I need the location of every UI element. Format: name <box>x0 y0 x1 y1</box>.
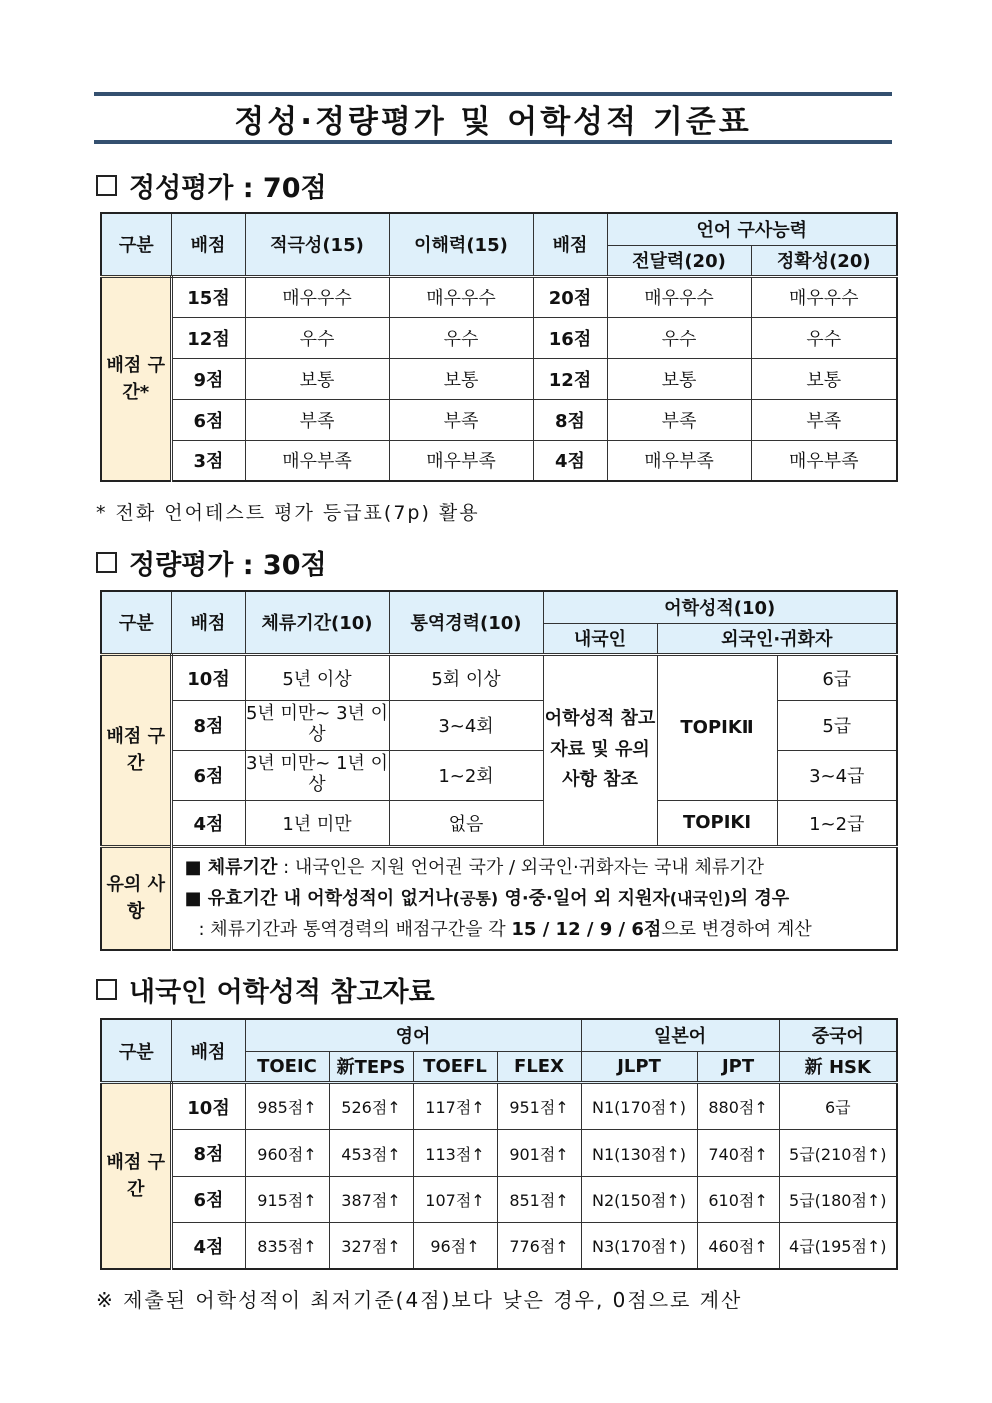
note3-c: 으로 변경하여 계산 <box>661 918 812 940</box>
table-row <box>101 700 897 750</box>
quant-interp: 5회 이상 <box>389 654 543 700</box>
table-row <box>101 1223 897 1269</box>
lang-score: 8점 <box>171 1130 245 1176</box>
quant-side-label: 배점 구간 <box>101 654 171 846</box>
quant-stay: 5년 이상 <box>245 654 389 700</box>
quant-stay: 3년 미만~ 1년 이상 <box>245 750 389 800</box>
note1-bold: 체류기간 <box>207 856 278 878</box>
quant-interp: 3~4회 <box>389 700 543 750</box>
quant-h-native: 내국인 <box>543 623 657 654</box>
qual-h-gubun: 구분 <box>101 213 171 276</box>
note2-c: 영·중·일어 외 지원자 <box>498 887 670 909</box>
lang-cell: 6급 <box>779 1083 897 1130</box>
quant-grade: 6급 <box>777 654 897 700</box>
qual-cell: 매우우수 <box>751 276 897 317</box>
quant-grade: 3~4급 <box>777 750 897 800</box>
section-qual-heading <box>96 166 327 205</box>
lang-footnote: ※ 제출된 어학성적이 최저기준(4점)보다 낮은 경우, 0점으로 계산 <box>96 1288 743 1312</box>
lang-h-test: JLPT <box>581 1051 697 1082</box>
checkbox-square-icon <box>96 175 117 196</box>
quant-score: 6점 <box>171 750 245 800</box>
qual-cell: 보통 <box>389 358 533 399</box>
lang-score: 6점 <box>171 1176 245 1222</box>
table-row <box>101 440 897 481</box>
quant-notes <box>171 846 897 950</box>
qual-score1: 3점 <box>171 440 245 481</box>
qual-cell: 매우우수 <box>607 276 751 317</box>
lang-cell: 851점↑ <box>497 1176 581 1222</box>
quant-h-interp: 통역경력(10) <box>389 591 543 654</box>
lang-cell: 4급(195점↑) <box>779 1223 897 1269</box>
qual-cell: 부족 <box>389 399 533 440</box>
lang-cell: N1(130점↑) <box>581 1130 697 1176</box>
lang-cell: 835점↑ <box>245 1223 329 1269</box>
quant-topik2: TOPIKⅡ <box>657 654 777 800</box>
note2-b: (공통) <box>452 888 499 908</box>
qual-score2: 16점 <box>533 317 607 358</box>
table-row <box>101 399 897 440</box>
qual-cell: 매우부족 <box>245 440 389 481</box>
table-row <box>101 317 897 358</box>
qual-cell: 우수 <box>607 317 751 358</box>
lang-cell: N2(150점↑) <box>581 1176 697 1222</box>
qual-h-col2: 이해력(15) <box>389 213 533 276</box>
qual-cell: 매우부족 <box>389 440 533 481</box>
note-line-3 <box>185 914 885 945</box>
quant-score: 4점 <box>171 800 245 846</box>
lang-h-test: TOEFL <box>413 1051 497 1082</box>
section-quant-heading-text: 정량평가 : 30점 <box>129 550 327 581</box>
qual-score1: 15점 <box>171 276 245 317</box>
quant-interp: 1~2회 <box>389 750 543 800</box>
note-line-1 <box>185 852 885 883</box>
lang-cell: 460점↑ <box>697 1223 779 1269</box>
quant-h-lang: 어학성적(10) <box>543 591 897 623</box>
quant-h-gubun: 구분 <box>101 591 171 654</box>
qual-side-label: 배점 구간* <box>101 276 171 481</box>
lang-cell: N1(170점↑) <box>581 1083 697 1130</box>
lang-score: 10점 <box>171 1083 245 1130</box>
qual-cell: 부족 <box>751 399 897 440</box>
qual-h-baejeom2: 배점 <box>533 213 607 276</box>
qual-cell: 매우우수 <box>245 276 389 317</box>
quant-h-baejeom: 배점 <box>171 591 245 654</box>
qual-h-col3: 전달력(20) <box>607 245 751 276</box>
quant-score: 8점 <box>171 700 245 750</box>
lang-cell: 5급(210점↑) <box>779 1130 897 1176</box>
table-row <box>101 1130 897 1176</box>
section-qual-heading-text: 정성평가 : 70점 <box>129 173 327 204</box>
note-line-2 <box>185 883 885 914</box>
qual-score2: 12점 <box>533 358 607 399</box>
qual-score1: 12점 <box>171 317 245 358</box>
qual-cell: 매우부족 <box>751 440 897 481</box>
lang-cell: 610점↑ <box>697 1176 779 1222</box>
qual-score2: 4점 <box>533 440 607 481</box>
quant-table <box>100 590 898 951</box>
qual-cell: 부족 <box>607 399 751 440</box>
page-title: 정성·정량평가 및 어학성적 기준표 <box>234 103 752 140</box>
lang-h-gubun: 구분 <box>101 1019 171 1083</box>
qual-cell: 매우부족 <box>607 440 751 481</box>
qual-cell: 우수 <box>245 317 389 358</box>
lang-side-label: 배점 구간 <box>101 1083 171 1270</box>
lang-h-english: 영어 <box>245 1019 581 1051</box>
table-row <box>101 654 897 700</box>
title-banner <box>94 92 892 144</box>
lang-cell: 740점↑ <box>697 1130 779 1176</box>
lang-cell: 387점↑ <box>329 1176 413 1222</box>
lang-cell: 453점↑ <box>329 1130 413 1176</box>
table-row <box>101 750 897 800</box>
qual-h-col4: 정확성(20) <box>751 245 897 276</box>
lang-h-test: 新TEPS <box>329 1051 413 1082</box>
table-row <box>101 1083 897 1130</box>
qual-cell: 매우우수 <box>389 276 533 317</box>
table-row <box>101 1176 897 1222</box>
checkbox-square-icon <box>96 552 117 573</box>
lang-cell: 776점↑ <box>497 1223 581 1269</box>
bullet-square-icon: ■ <box>184 856 208 878</box>
qual-cell: 보통 <box>607 358 751 399</box>
note3-b: 15 / 12 / 9 / 6점 <box>511 918 662 940</box>
qual-h-col1: 적극성(15) <box>245 213 389 276</box>
lang-cell: 5급(180점↑) <box>779 1176 897 1222</box>
qual-cell: 우수 <box>751 317 897 358</box>
lang-cell: N3(170점↑) <box>581 1223 697 1269</box>
qual-cell: 보통 <box>245 358 389 399</box>
table-row <box>101 358 897 399</box>
quant-h-stay: 체류기간(10) <box>245 591 389 654</box>
lang-cell: 526점↑ <box>329 1083 413 1130</box>
quant-native-ref: 어학성적 참고자료 및 유의사항 참조 <box>543 654 657 846</box>
lang-cell: 880점↑ <box>697 1083 779 1130</box>
lang-h-test: JPT <box>697 1051 779 1082</box>
section-lang-heading <box>96 970 435 1009</box>
lang-cell: 327점↑ <box>329 1223 413 1269</box>
lang-cell: 107점↑ <box>413 1176 497 1222</box>
lang-h-test: FLEX <box>497 1051 581 1082</box>
lang-cell: 951점↑ <box>497 1083 581 1130</box>
qual-cell: 우수 <box>389 317 533 358</box>
qual-h-lang: 언어 구사능력 <box>607 213 897 245</box>
lang-cell: 985점↑ <box>245 1083 329 1130</box>
note3-a: : 체류기간과 통역경력의 배점구간을 각 <box>198 918 512 940</box>
bullet-square-icon: ■ <box>184 887 208 909</box>
quant-stay: 1년 미만 <box>245 800 389 846</box>
lang-cell: 117점↑ <box>413 1083 497 1130</box>
quant-notes-side: 유의 사항 <box>101 846 171 950</box>
lang-score: 4점 <box>171 1223 245 1269</box>
lang-h-test: 新 HSK <box>779 1051 897 1082</box>
note2-a: 유효기간 내 어학성적이 없거나 <box>207 887 453 909</box>
qual-footnote: * 전화 언어테스트 평가 등급표(7p) 활용 <box>96 502 480 524</box>
lang-cell: 915점↑ <box>245 1176 329 1222</box>
note2-e: 의 경우 <box>730 887 790 909</box>
note1-rest: : 내국인은 지원 언어권 국가 / 외국인·귀화자는 국내 체류기간 <box>277 856 764 878</box>
lang-h-test: TOEIC <box>245 1051 329 1082</box>
lang-cell: 96점↑ <box>413 1223 497 1269</box>
note2-d: (내국인) <box>669 888 731 908</box>
checkbox-square-icon <box>96 979 117 1000</box>
table-row <box>101 276 897 317</box>
qual-cell: 보통 <box>751 358 897 399</box>
qual-score1: 6점 <box>171 399 245 440</box>
lang-h-chinese: 중국어 <box>779 1019 897 1051</box>
section-lang-heading-text: 내국인 어학성적 참고자료 <box>129 977 435 1008</box>
lang-cell: 113점↑ <box>413 1130 497 1176</box>
lang-h-baejeom: 배점 <box>171 1019 245 1083</box>
qual-table <box>100 212 898 482</box>
quant-stay: 5년 미만~ 3년 이상 <box>245 700 389 750</box>
quant-topik1: TOPIKⅠ <box>657 800 777 846</box>
section-quant-heading <box>96 543 327 582</box>
qual-score1: 9점 <box>171 358 245 399</box>
qual-h-baejeom: 배점 <box>171 213 245 276</box>
qual-cell: 부족 <box>245 399 389 440</box>
qual-score2: 8점 <box>533 399 607 440</box>
quant-grade: 1~2급 <box>777 800 897 846</box>
qual-score2: 20점 <box>533 276 607 317</box>
lang-cell: 901점↑ <box>497 1130 581 1176</box>
quant-interp: 없음 <box>389 800 543 846</box>
quant-grade: 5급 <box>777 700 897 750</box>
lang-cell: 960점↑ <box>245 1130 329 1176</box>
quant-h-foreign: 외국인·귀화자 <box>657 623 897 654</box>
lang-h-japanese: 일본어 <box>581 1019 779 1051</box>
quant-score: 10점 <box>171 654 245 700</box>
table-row <box>101 846 897 950</box>
table-row <box>101 800 897 846</box>
lang-table <box>100 1018 898 1270</box>
